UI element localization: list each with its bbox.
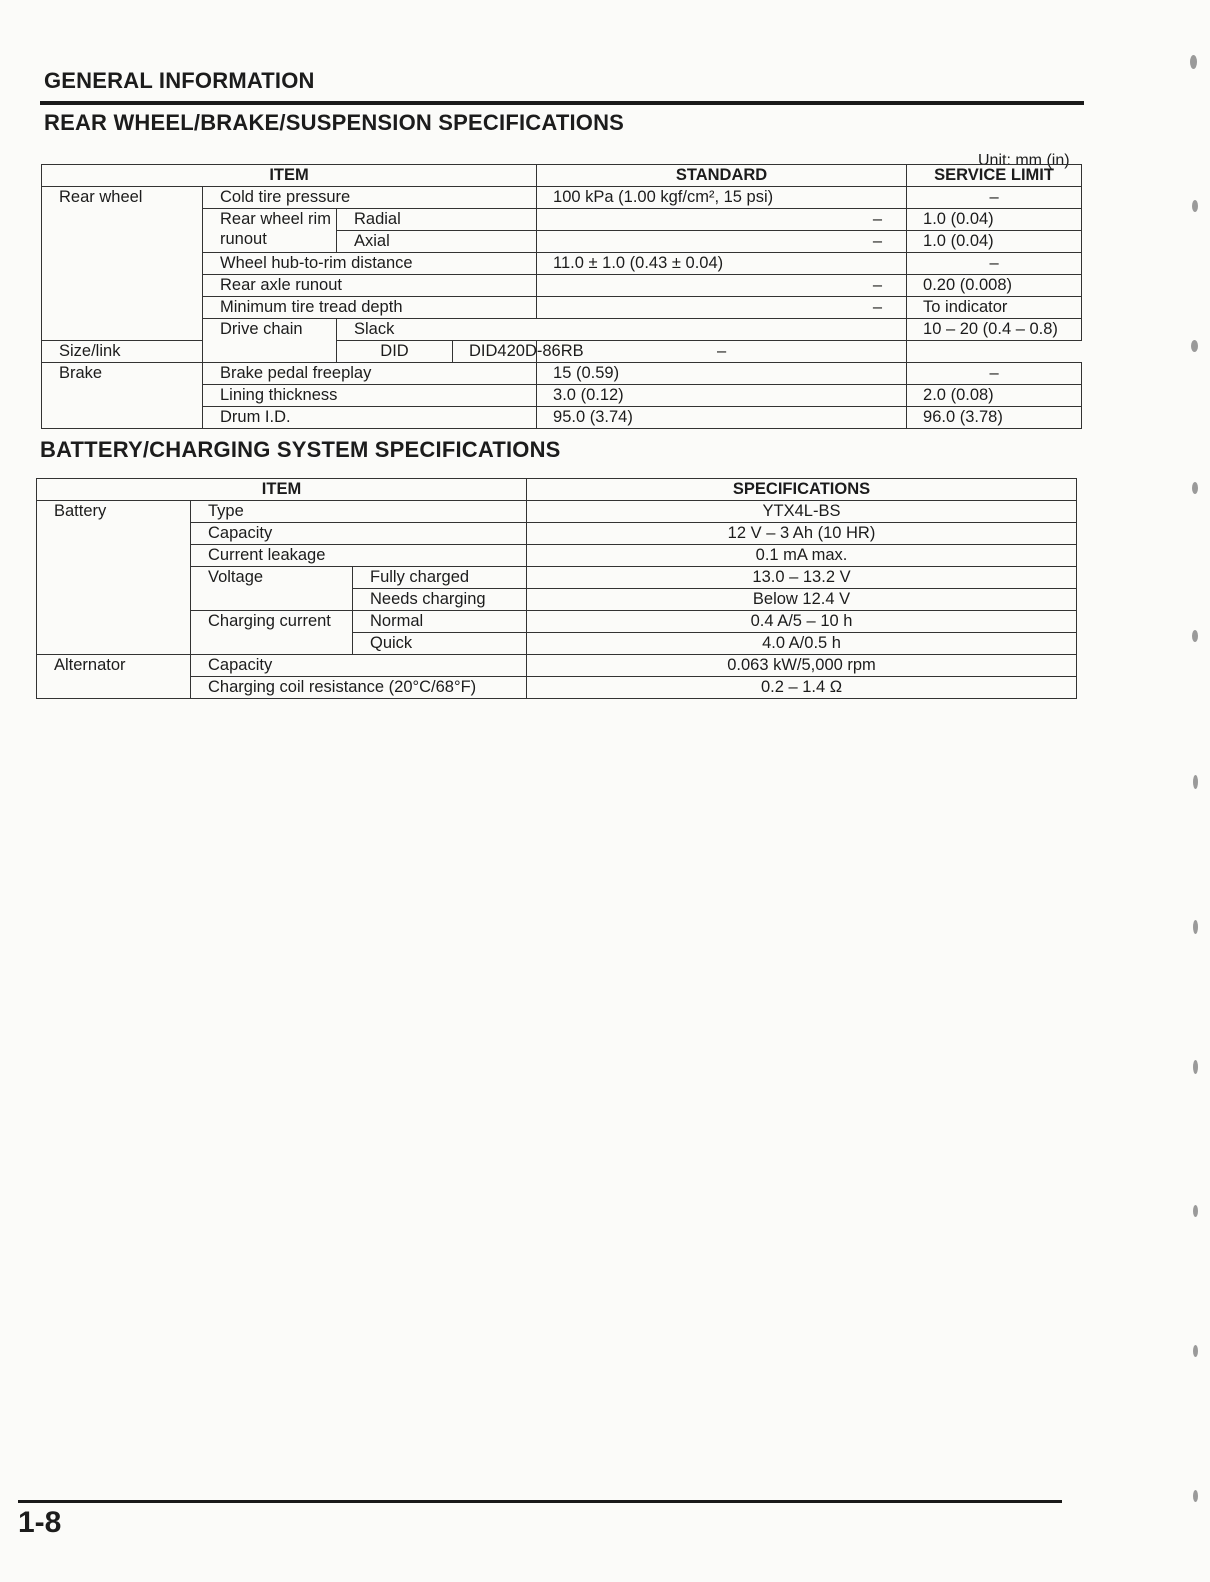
item-cell: Rear axle runout	[203, 275, 537, 297]
group-brake: Brake	[42, 363, 203, 429]
group-rear-wheel: Rear wheel	[42, 187, 203, 341]
rear-wheel-spec-table	[41, 164, 1082, 429]
col-item-header: ITEM	[42, 165, 537, 187]
item-cell: Voltage	[191, 567, 353, 611]
item-cell: Cold tire pressure	[203, 187, 537, 209]
limit-cell: 0.20 (0.008)	[907, 275, 1082, 297]
limit-cell: 1.0 (0.04)	[907, 231, 1082, 253]
table-row	[37, 567, 1077, 589]
item-cell: Slack	[337, 319, 907, 341]
standard-cell: –	[537, 275, 907, 297]
item-cell: Brake pedal freeplay	[203, 363, 537, 385]
group-battery: Battery	[37, 501, 191, 655]
item-sub-cell: Quick	[353, 633, 527, 655]
limit-cell: 1.0 (0.04)	[907, 209, 1082, 231]
item-sub-cell: Fully charged	[353, 567, 527, 589]
standard-cell: 95.0 (3.74)	[537, 407, 907, 429]
spec-cell: 0.4 A/5 – 10 h	[527, 611, 1077, 633]
table-row	[37, 501, 1077, 523]
item-cell: Lining thickness	[203, 385, 537, 407]
limit-cell: –	[907, 187, 1082, 209]
table-header-row	[37, 479, 1077, 501]
standard-cell: 3.0 (0.12)	[537, 385, 907, 407]
table-row	[42, 187, 1082, 209]
limit-cell: –	[537, 341, 907, 363]
col-standard-header: STANDARD	[537, 165, 907, 187]
scan-mark	[1192, 482, 1198, 494]
col-limit-header: SERVICE LIMIT	[907, 165, 1082, 187]
scan-mark	[1191, 340, 1198, 352]
spec-cell: 13.0 – 13.2 V	[527, 567, 1077, 589]
table-row	[42, 363, 1082, 385]
footer-rule	[18, 1500, 1062, 1503]
scan-mark	[1192, 200, 1198, 212]
scan-mark	[1193, 775, 1198, 789]
limit-cell: 96.0 (3.78)	[907, 407, 1082, 429]
scan-mark	[1193, 1205, 1198, 1217]
limit-cell: –	[907, 253, 1082, 275]
standard-cell: 15 (0.59)	[537, 363, 907, 385]
item-cell: Size/link	[42, 341, 337, 363]
item-sub-cell: Radial	[337, 209, 537, 231]
item-cell: Type	[191, 501, 527, 523]
item-cell: Minimum tire tread depth	[203, 297, 537, 319]
maker-cell: DID	[337, 341, 453, 363]
item-cell: Capacity	[191, 655, 527, 677]
table-row	[37, 523, 1077, 545]
group-drive-chain: Drive chain	[203, 319, 337, 363]
standard-cell: –	[537, 231, 907, 253]
spec-cell: 0.063 kW/5,000 rpm	[527, 655, 1077, 677]
spec-cell: 0.1 mA max.	[527, 545, 1077, 567]
limit-cell: To indicator	[907, 297, 1082, 319]
scan-mark	[1190, 55, 1197, 69]
spec-cell: 4.0 A/0.5 h	[527, 633, 1077, 655]
standard-cell: 10 – 20 (0.4 – 0.8)	[907, 319, 1082, 341]
item-cell: Current leakage	[191, 545, 527, 567]
standard-cell: 11.0 ± 1.0 (0.43 ± 0.04)	[537, 253, 907, 275]
scan-mark	[1193, 920, 1198, 934]
item-cell: Rear wheel rim runout	[203, 209, 337, 253]
item-sub-cell: Needs charging	[353, 589, 527, 611]
group-alternator: Alternator	[37, 655, 191, 699]
spec-cell: Below 12.4 V	[527, 589, 1077, 611]
scan-mark	[1193, 1490, 1198, 1502]
header-rule	[40, 101, 1084, 105]
table-row	[37, 655, 1077, 677]
unit-note: Unit: mm (in)	[978, 152, 1070, 169]
table-row	[37, 611, 1077, 633]
item-cell: Charging current	[191, 611, 353, 655]
battery-spec-table	[36, 478, 1077, 699]
limit-cell: 2.0 (0.08)	[907, 385, 1082, 407]
standard-cell: DID420D-86RB	[453, 341, 537, 363]
standard-cell: 100 kPa (1.00 kgf/cm², 15 psi)	[537, 187, 907, 209]
item-sub-cell: Axial	[337, 231, 537, 253]
spec-cell: 12 V – 3 Ah (10 HR)	[527, 523, 1077, 545]
standard-cell: –	[537, 209, 907, 231]
col-spec-header: SPECIFICATIONS	[527, 479, 1077, 501]
item-cell: Drum I.D.	[203, 407, 537, 429]
item-cell: Capacity	[191, 523, 527, 545]
spec-cell: YTX4L-BS	[527, 501, 1077, 523]
table-row	[42, 341, 1082, 363]
standard-cell: –	[537, 297, 907, 319]
item-cell: Charging coil resistance (20°C/68°F)	[191, 677, 527, 699]
col-item-header: ITEM	[37, 479, 527, 501]
section-title: REAR WHEEL/BRAKE/SUSPENSION SPECIFICATIONS	[44, 110, 625, 135]
table-row	[37, 545, 1077, 567]
scan-mark	[1192, 630, 1198, 642]
chapter-title: GENERAL INFORMATION	[44, 68, 315, 93]
spec-cell: 0.2 – 1.4 Ω	[527, 677, 1077, 699]
scan-mark	[1193, 1060, 1198, 1074]
page-number: 1-8	[18, 1506, 62, 1539]
item-cell: Wheel hub-to-rim distance	[203, 253, 537, 275]
table-header-row	[42, 165, 1082, 187]
item-sub-cell: Normal	[353, 611, 527, 633]
battery-section-title: BATTERY/CHARGING SYSTEM SPECIFICATIONS	[40, 437, 561, 462]
scan-mark	[1193, 1345, 1198, 1357]
limit-cell: –	[907, 363, 1082, 385]
table-row	[37, 677, 1077, 699]
